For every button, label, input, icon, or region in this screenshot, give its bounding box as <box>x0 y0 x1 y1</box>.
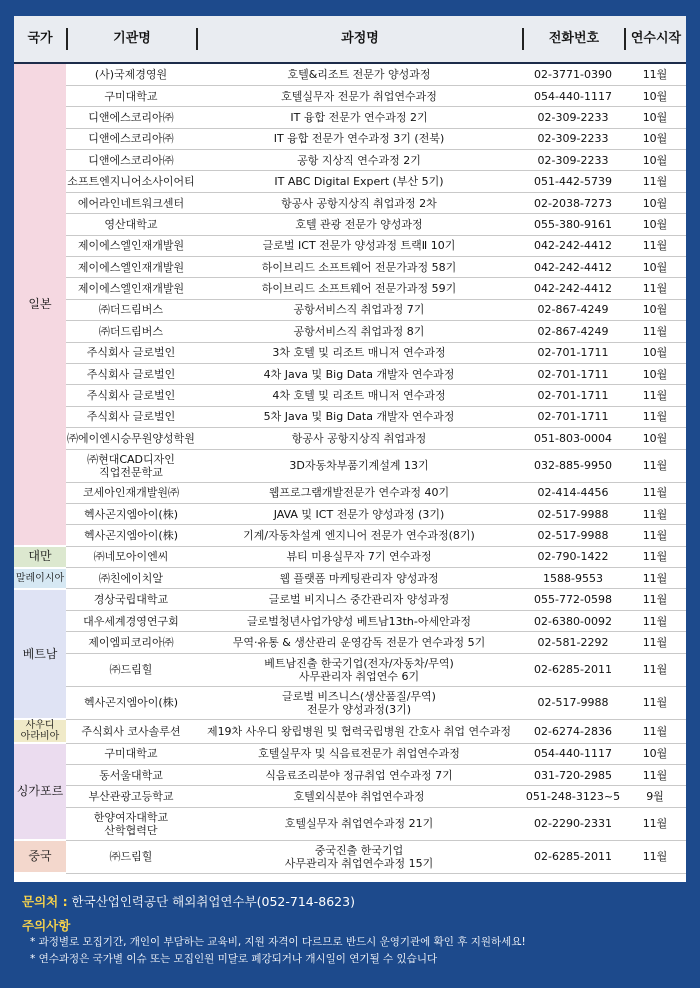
table-row <box>14 214 686 235</box>
phone-cell: 032-885-9950 <box>522 449 624 482</box>
table-row <box>14 482 686 503</box>
start-month-cell: 11월 <box>624 64 686 85</box>
course-cell: 베트남진출 한국기업(전자/자동차/무역) 사무관리자 취업연수 6기 <box>196 653 522 686</box>
institution-cell: 주식회사 글로벌인 <box>66 406 196 427</box>
table-row <box>14 840 686 873</box>
course-cell: 글로벌 ICT 전문가 양성과정 트랙Ⅱ 10기 <box>196 235 522 256</box>
start-month-cell: 10월 <box>624 107 686 128</box>
phone-cell: 054-440-1117 <box>522 85 624 106</box>
table-row <box>14 363 686 384</box>
table-row <box>14 299 686 320</box>
phone-cell: 02-581-2292 <box>522 632 624 653</box>
phone-cell: 02-517-9988 <box>522 503 624 524</box>
institution-cell: (사)국제경영원 <box>66 64 196 85</box>
course-cell: JAVA 및 ICT 전문가 양성과정 (3기) <box>196 503 522 524</box>
course-cell: 공항 지상직 연수과정 2기 <box>196 150 522 171</box>
course-cell: 항공사 공항지상직 취업과정 <box>196 428 522 449</box>
start-month-cell: 10월 <box>624 192 686 213</box>
institution-cell: ㈜더드림버스 <box>66 299 196 320</box>
institution-cell: 헥사곤지엠아이(株) <box>66 686 196 719</box>
course-cell: 항공사 공항지상직 취업과정 2차 <box>196 192 522 213</box>
phone-cell: 051-803-0004 <box>522 428 624 449</box>
course-cell: 호텔&리조트 전문가 양성과정 <box>196 64 522 85</box>
phone-cell: 02-867-4249 <box>522 321 624 342</box>
phone-cell: 042-242-4412 <box>522 235 624 256</box>
notice-item: * 과정별로 모집기간, 개인이 부담하는 교육비, 지원 자격이 다르므로 반드시 운영기관에 확인 후 지원하세요! <box>30 936 526 948</box>
institution-cell: ㈜에이엔시승무원양성학원 <box>66 428 196 449</box>
institution-cell: 에어라인네트워크센터 <box>66 192 196 213</box>
start-month-cell: 10월 <box>624 150 686 171</box>
start-month-cell: 11월 <box>624 807 686 840</box>
course-cell: 글로벌 비즈니스(생산품질/무역) 전문가 양성과정(3기) <box>196 686 522 719</box>
table-row <box>14 128 686 149</box>
institution-cell: 제이에스엘인재개발원 <box>66 257 196 278</box>
institution-cell: ㈜더드림버스 <box>66 321 196 342</box>
institution-cell: 헥사곤지엠아이(株) <box>66 525 196 546</box>
institution-cell: 주식회사 코사솔루션 <box>66 719 196 743</box>
course-table-sheet <box>14 16 686 882</box>
phone-cell: 042-242-4412 <box>522 257 624 278</box>
phone-cell: 02-701-1711 <box>522 406 624 427</box>
phone-cell: 042-242-4412 <box>522 278 624 299</box>
institution-cell: 주식회사 글로벌인 <box>66 342 196 363</box>
phone-cell: 1588-9553 <box>522 568 624 589</box>
institution-cell: 주식회사 글로벌인 <box>66 385 196 406</box>
table-row <box>14 64 686 85</box>
phone-cell: 02-790-1422 <box>522 546 624 567</box>
table-row <box>14 589 686 610</box>
table-row <box>14 743 686 764</box>
course-cell: 식음료조리분야 정규취업 연수과정 7기 <box>196 765 522 786</box>
start-month-cell: 11월 <box>624 765 686 786</box>
phone-cell: 02-414-4456 <box>522 482 624 503</box>
header-institution: 기관명 <box>113 31 151 46</box>
table-row <box>14 786 686 807</box>
table-row <box>14 278 686 299</box>
phone-cell: 02-6274-2836 <box>522 719 624 743</box>
course-cell: 공항서비스직 취업과정 8기 <box>196 321 522 342</box>
course-cell: 4차 Java 및 Big Data 개발자 연수과정 <box>196 363 522 384</box>
course-cell: 호텔외식분야 취업연수과정 <box>196 786 522 807</box>
course-cell: IT 융합 전문가 연수과정 3기 (전북) <box>196 128 522 149</box>
institution-cell: 경상국립대학교 <box>66 589 196 610</box>
institution-cell: ㈜드림힐 <box>66 840 196 873</box>
start-month-cell: 11월 <box>624 385 686 406</box>
start-month-cell: 10월 <box>624 428 686 449</box>
start-month-cell: 11월 <box>624 406 686 427</box>
table-row <box>14 428 686 449</box>
phone-cell: 02-701-1711 <box>522 385 624 406</box>
table-row <box>14 192 686 213</box>
country-cell: 일본 <box>14 64 66 546</box>
phone-cell: 02-309-2233 <box>522 107 624 128</box>
start-month-cell: 10월 <box>624 214 686 235</box>
table-row <box>14 107 686 128</box>
phone-cell: 051-248-3123~5 <box>522 786 624 807</box>
start-month-cell: 10월 <box>624 743 686 764</box>
table-row <box>14 525 686 546</box>
course-cell: 뷰티 미용실무자 7기 연수과정 <box>196 546 522 567</box>
country-cell: 말레이시아 <box>14 568 66 589</box>
country-cell: 베트남 <box>14 589 66 719</box>
course-cell: IT 융합 전문가 연수과정 2기 <box>196 107 522 128</box>
institution-cell: ㈜네모아이엔씨 <box>66 546 196 567</box>
table-header <box>14 16 686 64</box>
start-month-cell: 11월 <box>624 610 686 631</box>
institution-cell: ㈜현대CAD디자인 직업전문학교 <box>66 449 196 482</box>
start-month-cell: 11월 <box>624 278 686 299</box>
start-month-cell: 10월 <box>624 342 686 363</box>
start-month-cell: 11월 <box>624 235 686 256</box>
course-cell: 공항서비스직 취업과정 7기 <box>196 299 522 320</box>
institution-cell: 동서울대학교 <box>66 765 196 786</box>
institution-cell: 주식회사 글로벌인 <box>66 363 196 384</box>
phone-cell: 02-867-4249 <box>522 299 624 320</box>
start-month-cell: 11월 <box>624 171 686 192</box>
start-month-cell: 11월 <box>624 546 686 567</box>
phone-cell: 02-517-9988 <box>522 686 624 719</box>
header-phone: 전화번호 <box>548 31 600 46</box>
start-month-cell: 11월 <box>624 482 686 503</box>
start-month-cell: 11월 <box>624 653 686 686</box>
start-month-cell: 10월 <box>624 85 686 106</box>
course-table <box>14 64 686 874</box>
phone-cell: 02-517-9988 <box>522 525 624 546</box>
contact-label: 문의처 : <box>22 894 68 909</box>
start-month-cell: 10월 <box>624 128 686 149</box>
table-row <box>14 406 686 427</box>
start-month-cell: 11월 <box>624 840 686 873</box>
table-row <box>14 632 686 653</box>
table-row <box>14 546 686 567</box>
course-cell: 하이브리드 소프트웨어 전문가과정 58기 <box>196 257 522 278</box>
table-row <box>14 257 686 278</box>
start-month-cell: 11월 <box>624 719 686 743</box>
institution-cell: 영산대학교 <box>66 214 196 235</box>
course-cell: IT ABC Digital Expert (부산 5기) <box>196 171 522 192</box>
start-month-cell: 10월 <box>624 299 686 320</box>
phone-cell: 02-2038-7273 <box>522 192 624 213</box>
course-cell: 웹프로그램개발전문가 연수과정 40기 <box>196 482 522 503</box>
country-cell: 중국 <box>14 840 66 873</box>
start-month-cell: 11월 <box>624 686 686 719</box>
course-cell: 글로벌 비지니스 중간관리자 양성과정 <box>196 589 522 610</box>
phone-cell: 054-440-1117 <box>522 743 624 764</box>
table-row <box>14 171 686 192</box>
table-row <box>14 765 686 786</box>
table-row <box>14 503 686 524</box>
phone-cell: 02-2290-2331 <box>522 807 624 840</box>
table-row <box>14 807 686 840</box>
institution-cell: 제이에스엘인재개발원 <box>66 278 196 299</box>
institution-cell: 코세아인재개발원㈜ <box>66 482 196 503</box>
start-month-cell: 10월 <box>624 257 686 278</box>
institution-cell: 대우세계경영연구회 <box>66 610 196 631</box>
course-cell: 중국진출 한국기업 사무관리자 취업연수과정 15기 <box>196 840 522 873</box>
phone-cell: 02-6285-2011 <box>522 653 624 686</box>
start-month-cell: 11월 <box>624 449 686 482</box>
start-month-cell: 11월 <box>624 589 686 610</box>
table-row <box>14 449 686 482</box>
contact-line <box>22 892 355 910</box>
institution-cell: ㈜드림힐 <box>66 653 196 686</box>
country-cell: 대만 <box>14 546 66 567</box>
start-month-cell: 11월 <box>624 568 686 589</box>
start-month-cell: 10월 <box>624 363 686 384</box>
institution-cell: 한양여자대학교 산학협력단 <box>66 807 196 840</box>
institution-cell: 제이에스엘인재개발원 <box>66 235 196 256</box>
start-month-cell: 11월 <box>624 632 686 653</box>
phone-cell: 031-720-2985 <box>522 765 624 786</box>
phone-cell: 02-6380-0092 <box>522 610 624 631</box>
start-month-cell: 11월 <box>624 321 686 342</box>
course-cell: 글로벌청년사업가양성 베트남13th-아세안과정 <box>196 610 522 631</box>
phone-cell: 02-309-2233 <box>522 128 624 149</box>
start-month-cell: 9월 <box>624 786 686 807</box>
institution-cell: 헥사곤지엠아이(株) <box>66 503 196 524</box>
course-cell: 하이브리드 소프트웨어 전문가과정 59기 <box>196 278 522 299</box>
table-row <box>14 85 686 106</box>
table-row <box>14 385 686 406</box>
institution-cell: 디앤에스코리아㈜ <box>66 128 196 149</box>
course-cell: 호텔실무자 및 식음료전문가 취업연수과정 <box>196 743 522 764</box>
course-cell: 호텔실무자 취업연수과정 21기 <box>196 807 522 840</box>
institution-cell: 디앤에스코리아㈜ <box>66 107 196 128</box>
institution-cell: 소프트엔지니어소사이어티 <box>66 171 196 192</box>
header-course: 과정명 <box>341 31 379 46</box>
table-row <box>14 719 686 743</box>
course-cell: 4차 호텔 및 리조트 매니저 연수과정 <box>196 385 522 406</box>
table-row <box>14 150 686 171</box>
phone-cell: 02-701-1711 <box>522 342 624 363</box>
phone-cell: 02-6285-2011 <box>522 840 624 873</box>
table-row <box>14 610 686 631</box>
header-start: 연수시작 <box>630 31 682 46</box>
institution-cell: 디앤에스코리아㈜ <box>66 150 196 171</box>
phone-cell: 02-309-2233 <box>522 150 624 171</box>
phone-cell: 055-380-9161 <box>522 214 624 235</box>
course-table-body <box>14 64 686 873</box>
table-row <box>14 342 686 363</box>
header-country: 국가 <box>27 31 53 46</box>
course-cell: 기계/자동차설계 엔지니어 전문가 연수과정(8기) <box>196 525 522 546</box>
start-month-cell: 11월 <box>624 525 686 546</box>
table-row <box>14 235 686 256</box>
course-cell: 무역·유통 & 생산관리 운영감독 전문가 연수과정 5기 <box>196 632 522 653</box>
institution-cell: 부산관광고등학교 <box>66 786 196 807</box>
country-cell: 싱가포르 <box>14 743 66 840</box>
phone-cell: 02-3771-0390 <box>522 64 624 85</box>
course-cell: 3D자동차부품기계설계 13기 <box>196 449 522 482</box>
course-cell: 호텔실무자 전문가 취업연수과정 <box>196 85 522 106</box>
institution-cell: 구미대학교 <box>66 743 196 764</box>
table-row <box>14 653 686 686</box>
institution-cell: ㈜친에이치알 <box>66 568 196 589</box>
phone-cell: 055-772-0598 <box>522 589 624 610</box>
institution-cell: 구미대학교 <box>66 85 196 106</box>
country-cell: 사우디 아라비아 <box>14 719 66 743</box>
table-row <box>14 686 686 719</box>
contact-text: 한국산업인력공단 해외취업연수부(052-714-8623) <box>67 894 355 909</box>
phone-cell: 02-701-1711 <box>522 363 624 384</box>
start-month-cell: 11월 <box>624 503 686 524</box>
table-row <box>14 321 686 342</box>
table-row <box>14 568 686 589</box>
notice-item: * 연수과정은 국가별 이슈 또는 모집인원 미달로 폐강되거나 개시일이 연기될 수 있습니다 <box>30 953 438 965</box>
course-cell: 제19차 사우디 왕립병원 및 협력국립병원 간호사 취업 연수과정 <box>196 719 522 743</box>
course-cell: 웹 플랫폼 마케팅관리자 양성과정 <box>196 568 522 589</box>
phone-cell: 051-442-5739 <box>522 171 624 192</box>
course-cell: 5차 Java 및 Big Data 개발자 연수과정 <box>196 406 522 427</box>
course-cell: 3차 호텔 및 리조트 매니저 연수과정 <box>196 342 522 363</box>
notice-title: 주의사항 <box>22 918 71 933</box>
institution-cell: 제이엠피코리아㈜ <box>66 632 196 653</box>
course-cell: 호텔 관광 전문가 양성과정 <box>196 214 522 235</box>
